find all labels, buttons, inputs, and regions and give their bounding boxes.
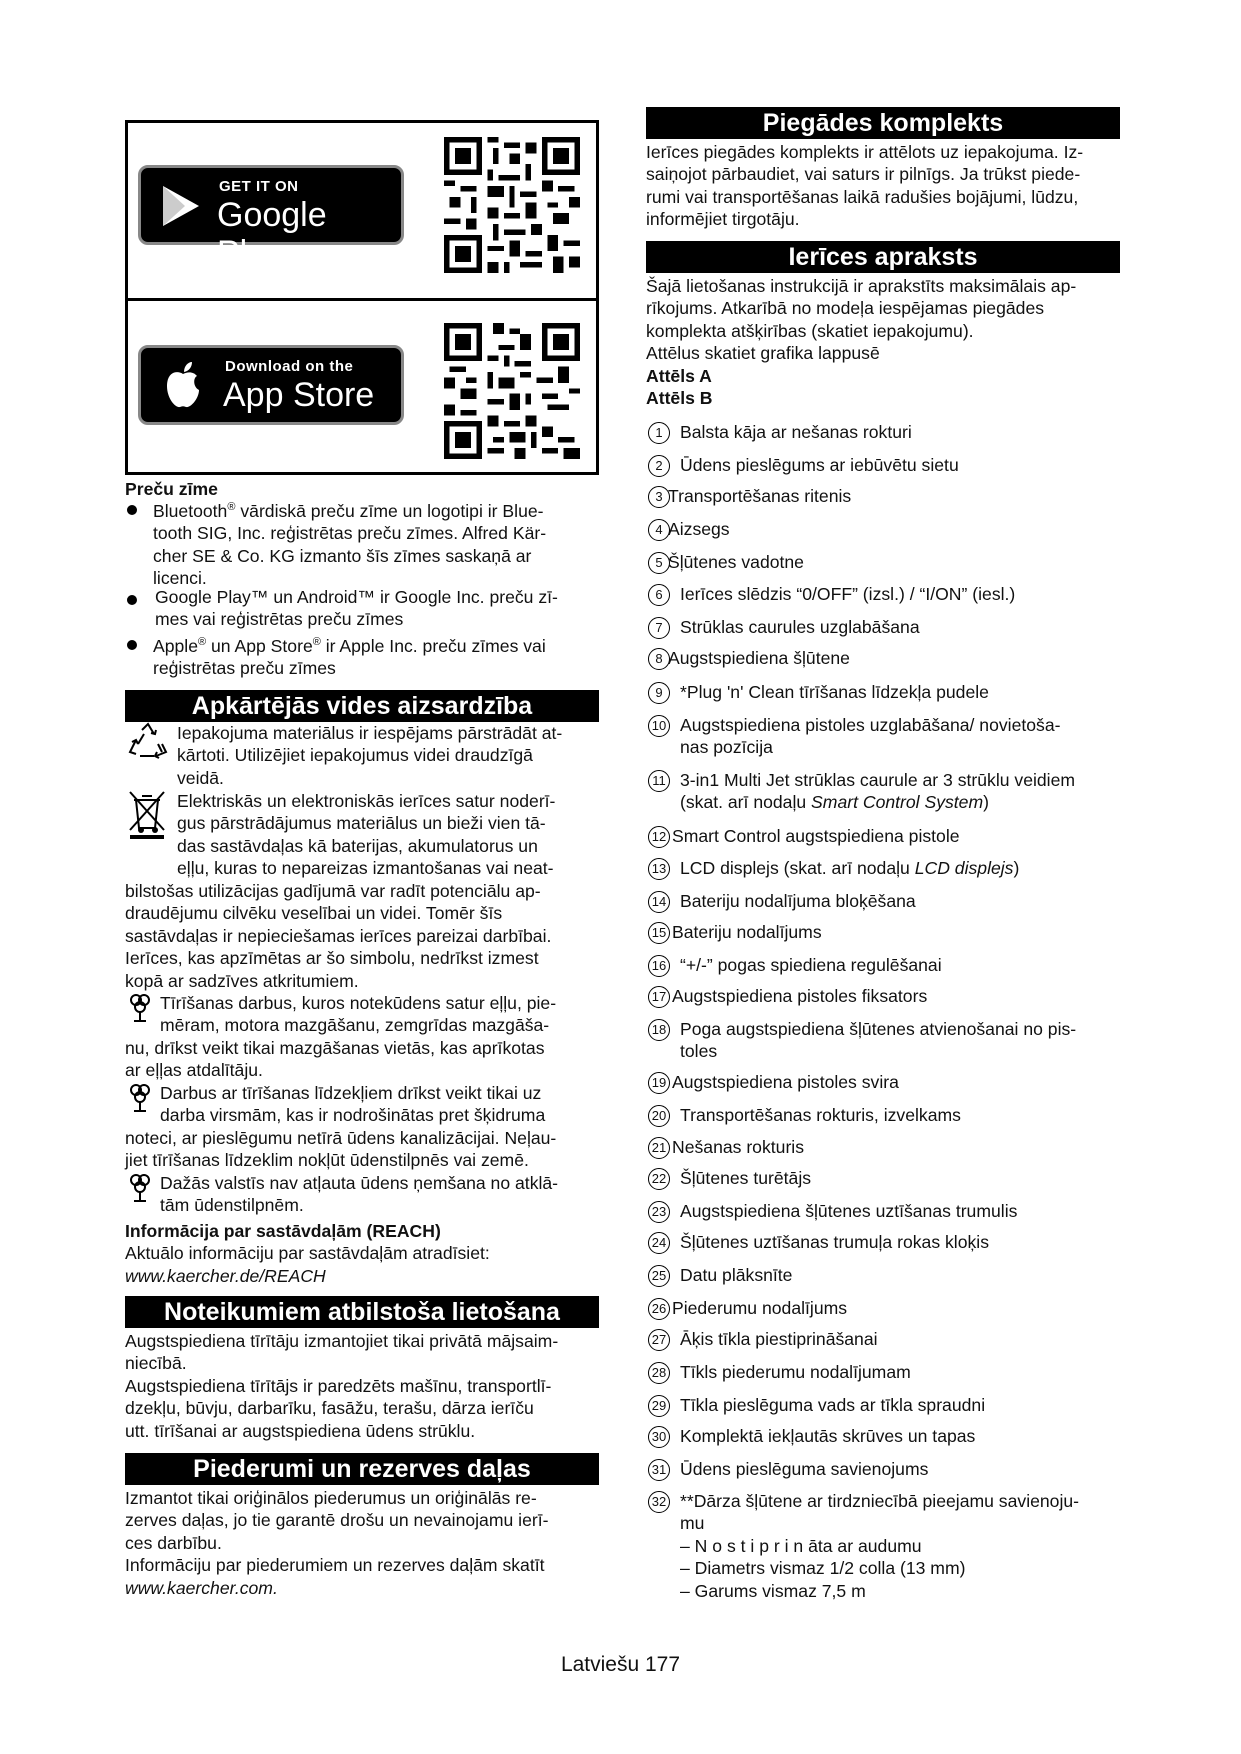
item-number-badge: 1 — [648, 422, 670, 444]
item-label: Piederumu nodalījums — [672, 1298, 848, 1318]
item-number-badge: 29 — [648, 1395, 670, 1417]
item-label: Augstspiediena pistoles uzglabāšana/ novietoša- nas pozīcija — [680, 715, 1061, 758]
item-number-badge: 30 — [648, 1426, 670, 1448]
google-badge-big-text: Google Play — [217, 196, 327, 272]
water-tap-icon — [128, 992, 152, 1022]
item-label: Šļūtenes uztīšanas trumuļa rokas kloķis — [680, 1232, 990, 1252]
item-label: Tīkls piederumu nodalījumam — [680, 1362, 911, 1382]
env-heading: Apkārtējās vides aizsardzība — [125, 690, 599, 722]
delivery-heading: Piegādes komplekts — [646, 107, 1120, 139]
weee-crossed-bin-icon — [128, 790, 166, 840]
item-label: Smart Control augstspiediena pistole — [672, 826, 960, 846]
reach-heading: Informācija par sastāvdaļām (REACH) — [125, 1221, 441, 1241]
item-number-badge: 11 — [648, 770, 670, 792]
app-store-badge[interactable] — [138, 345, 404, 425]
item-label: Augstspiediena šļūtene — [668, 648, 850, 668]
item-number-badge: 12 — [648, 826, 670, 848]
item-number-badge: 23 — [648, 1201, 670, 1223]
item-label: Augstspiediena pistoles fiksators — [672, 986, 928, 1006]
trademark-heading: Preču zīme — [125, 479, 218, 499]
item-label: Transportēšanas rokturis, izvelkams — [680, 1105, 961, 1125]
description-text: Šajā lietošanas instrukcijā ir aprakstīts maksimālais ap- rīkojums. Atkarībā no modeļa iespējamas piegādes komplekta atšķirības (skatiet iepakojumu). Attēlus skatiet grafika lappusē Attēls A Attēls B — [646, 275, 1126, 409]
item-label: “+/-” pogas spiediena regulēšanai — [680, 955, 942, 975]
item-number-badge: 8 — [648, 648, 670, 670]
item-label: Augstspiediena šļūtenes uztīšanas trumulis — [680, 1201, 1018, 1221]
figure-a-label: Attēls A — [646, 365, 712, 386]
item-number-badge: 3 — [648, 486, 670, 508]
item-label: Ūdens pieslēguma savienojums — [680, 1459, 929, 1479]
item-label: LCD displejs (skat. arī nodaļu LCD displejs) — [680, 858, 1020, 878]
item-number-badge: 20 — [648, 1105, 670, 1127]
item-number-badge: 19 — [648, 1072, 670, 1094]
item-number-badge: 26 — [648, 1298, 670, 1320]
reach-url[interactable]: www.kaercher.de/REACH — [125, 1265, 326, 1286]
item-label: Poga augstspiediena šļūtenes atvienošanai no pis- toles — [680, 1019, 1077, 1062]
item-label: Bateriju nodalījums — [672, 922, 822, 942]
item-number-badge: 4 — [648, 519, 670, 541]
apple-badge-small-text: Download on the — [225, 358, 354, 375]
item-label: Strūklas caurules uzglabāšana — [680, 617, 920, 637]
wash-detergent-text-indent: Darbus ar tīrīšanas līdzekļiem drīkst veikt tikai uz darba virsmām, kas ir nodrošinātas pret šķidruma — [160, 1083, 546, 1126]
qr-code-google-icon — [444, 137, 580, 273]
bullet-dot — [127, 505, 137, 515]
item-number-badge: 6 — [648, 584, 670, 606]
item-label: Ūdens pieslēgums ar iebūvētu sietu — [680, 455, 959, 475]
apple-icon — [163, 360, 203, 410]
wash-oil-text-indent: Tīrīšanas darbus, kuros notekūdens satur eļļu, pie- mēram, motora mazgāšanu, zemgrīdas mazgāša- — [160, 993, 557, 1036]
item-label: Šļūtenes vadotne — [668, 552, 804, 572]
item-label: Ierīces slēdzis “0/OFF” (izsl.) / “I/ON” (iesl.) — [680, 584, 1016, 604]
recycle-text: Iepakojuma materiālus ir iespējams pārstrādāt at- kārtoti. Utilizējiet iepakojumus videi draudzīgā veidā. — [177, 723, 563, 788]
google-play-badge[interactable] — [138, 165, 404, 272]
accessories-heading: Piederumi un rezerves daļas — [125, 1453, 599, 1485]
garden-hose-requirements: – N o s t i p r i n āta ar audumu – Diametrs vismaz 1/2 colla (13 mm) – Garums vismaz 7,5 m — [680, 1536, 966, 1601]
google-play-icon — [159, 184, 203, 228]
item-label: Augstspiediena pistoles svira — [672, 1072, 899, 1092]
item-number-badge: 32 — [648, 1491, 670, 1513]
page-footer: Latviešu 177 — [560, 1653, 681, 1676]
recycle-icon — [128, 722, 168, 762]
item-label: Aizsegs — [668, 519, 730, 539]
apple-badge-big-text: App Store — [223, 376, 375, 414]
delivery-text: Ierīces piegādes komplekts ir attēlots uz iepakojuma. Iz- saiņojot pārbaudiet, vai saturs ir pilnīgs. Ja trūkst piede- rumi vai transportēšanas laikā radušies bojājumi, lūdzu, informējiet tirgotāju. — [646, 142, 1084, 230]
store-divider — [128, 298, 596, 301]
item-label: Bateriju nodalījuma bloķēšana — [680, 891, 916, 911]
item-label: 3-in1 Multi Jet strūklas caurule ar 3 strūklu veidiem (skat. arī nodaļu Smart Control System) — [680, 770, 1076, 813]
item-label: Komplektā iekļautās skrūves un tapas — [680, 1426, 976, 1446]
figure-b-label: Attēls B — [646, 388, 713, 409]
item-label: *Plug 'n' Clean tīrīšanas līdzekļa pudele — [680, 682, 989, 702]
water-tap-icon — [128, 1082, 152, 1112]
item-label: Āķis tīkla piestiprināšanai — [680, 1329, 878, 1349]
bullet-dot — [127, 595, 137, 605]
item-number-badge: 24 — [648, 1232, 670, 1254]
item-number-badge: 15 — [648, 922, 670, 944]
item-number-badge: 13 — [648, 858, 670, 880]
bullet-dot — [127, 640, 137, 650]
item-number-badge: 21 — [648, 1137, 670, 1159]
item-number-badge: 25 — [648, 1265, 670, 1287]
reach-line: Aktuālo informāciju par sastāvdaļām atradīsiet: — [125, 1243, 490, 1264]
proper-use-heading: Noteikumiem atbilstoša lietošana — [125, 1296, 599, 1328]
item-label: Nešanas rokturis — [672, 1137, 805, 1157]
item-number-badge: 27 — [648, 1329, 670, 1351]
item-number-badge: 31 — [648, 1459, 670, 1481]
item-number-badge: 22 — [648, 1168, 670, 1190]
accessories-url[interactable]: www.kaercher.com. — [125, 1577, 278, 1598]
item-label: **Dārza šļūtene ar tirdzniecībā pieejamu savienoju- mu — [680, 1491, 1080, 1534]
weee-text-full: bilstošas utilizācijas gadījumā var radīt potenciālu ap- draudējumu cilvēku veselībai un videi. Tomēr šīs sastāvdaļas ir nepieciešamas ierīces pareizai darbībai. Ierīces, kas apzīmētas ar šo simbolu, nedrīkst izmest kopā ar sadzīves atkritumiem. — [125, 881, 552, 991]
item-label: Tīkla pieslēguma vads ar tīkla spraudni — [680, 1395, 986, 1415]
app-store-box — [125, 120, 599, 475]
item-label: Datu plāksnīte — [680, 1265, 793, 1285]
trademark-item-google: Google Play™ un Android™ ir Google Inc. preču zī- mes vai reģistrētas preču zīmes — [155, 587, 558, 630]
reach-section — [125, 1220, 605, 1287]
proper-use-text: Augstspiediena tīrītāju izmantojiet tikai privātā mājsaim- niecībā. Augstspiediena tīrītājs ir paredzēts mašīnu, transportlī- dzekļu, būvju, darbarīku, fasāžu, terašu, dārza ierīču utt. tīrīšanai ar augstspiediena ūdens strūklu. — [125, 1331, 559, 1441]
item-number-badge: 17 — [648, 986, 670, 1008]
item-number-badge: 28 — [648, 1362, 670, 1384]
item-number-badge: 5 — [648, 552, 670, 574]
description-heading: Ierīces apraksts — [646, 241, 1120, 273]
item-number-badge: 18 — [648, 1019, 670, 1041]
wash-detergent-text-full: noteci, ar pieslēgumu netīrā ūdens kanalizācijai. Neļau- jiet tīrīšanas līdzeklim nokļūt ūdenstilpnēs vai zemē. — [125, 1128, 557, 1171]
item-number-badge: 7 — [648, 617, 670, 639]
item-label: Balsta kāja ar nešanas rokturi — [680, 422, 912, 442]
item-number-badge: 9 — [648, 682, 670, 704]
item-number-badge: 16 — [648, 955, 670, 977]
item-label: Transportēšanas ritenis — [668, 486, 852, 506]
wash-oil-text-full: nu, drīkst veikt tikai mazgāšanas vietās, kas aprīkotas ar eļļas atdalītāju. — [125, 1038, 545, 1081]
weee-text-indent: Elektriskās un elektroniskās ierīces satur noderī- gus pārstrādājumus materiālus un bieži vien tā- das sastāvdaļas kā baterijas, akumulatorus un eļļu, kuras to nepareizas izmantošanas vai neat- — [177, 791, 556, 879]
water-intake-text: Dažās valstīs nav atļauta ūdens ņemšana no atklā- tām ūdenstilpnēm. — [160, 1173, 559, 1216]
accessories-text: Izmantot tikai oriģinālos piederumus un oriģinālās re- zerves daļas, jo tie garantē drošu un nevainojamu ierī- ces darbību. Informāciju par piederumiem un rezerves daļām skatīt www.kaercher.com. — [125, 1487, 605, 1599]
google-badge-small-text: GET IT ON — [219, 178, 299, 195]
trademark-item-apple: Apple® un App Store® ir Apple Inc. preču zīmes vai reģistrētas preču zīmes — [153, 635, 546, 679]
item-number-badge: 14 — [648, 891, 670, 913]
water-tap-icon — [128, 1172, 152, 1202]
item-number-badge: 10 — [648, 715, 670, 737]
qr-code-apple-icon — [444, 323, 580, 459]
trademark-item-bluetooth: Bluetooth® vārdiskā preču zīme un logotipi ir Blue- tooth SIG, Inc. reģistrētas preču zīmes. Alfred Kär- cher SE & Co. KG izmanto šīs zīmes saskaņā ar licenci. — [153, 500, 547, 589]
item-label: Šļūtenes turētājs — [680, 1168, 812, 1188]
item-number-badge: 2 — [648, 455, 670, 477]
